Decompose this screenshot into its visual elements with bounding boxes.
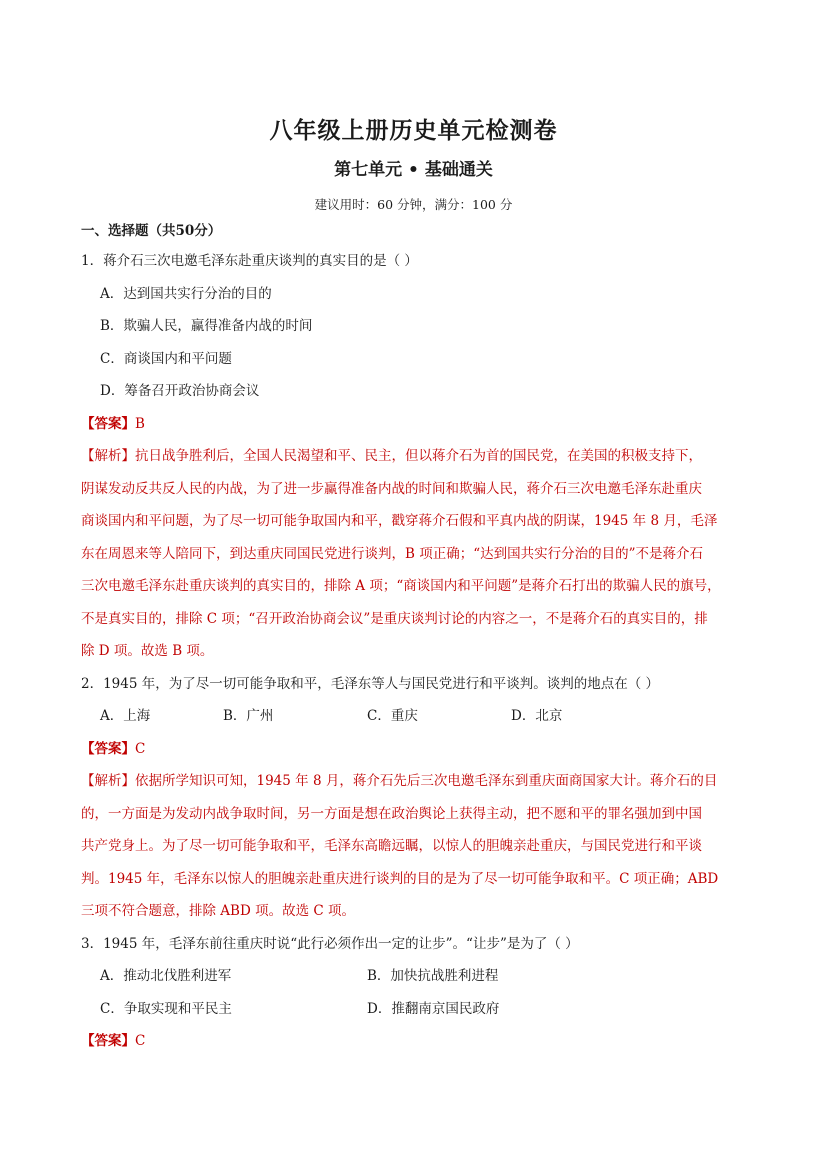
question-1-option-d: D．筹备召开政治协商会议	[100, 383, 260, 399]
question-2-option-d: D．北京	[511, 708, 563, 724]
question-2-stem: 2．1945 年，为了尽一切可能争取和平，毛泽东等人与国民党进行和平谈判。谈判的地点在（ ）	[81, 676, 660, 692]
question-1-option-b: B．欺骗人民，赢得准备内战的时间	[100, 318, 313, 334]
question-3-option-d: D．推翻南京国民政府	[367, 1001, 500, 1017]
question-2-answer	[81, 737, 145, 757]
answer-tag: 【答案】	[81, 1033, 135, 1049]
question-1-analysis-line: 【解析】抗日战争胜利后，全国人民渴望和平、民主，但以蒋介石为首的国民党，在美国的积极支持下，	[81, 448, 702, 464]
question-2-option-c: C．重庆	[367, 708, 418, 724]
answer-tag: 【答案】	[81, 741, 135, 757]
answer-value: B	[135, 416, 145, 432]
answer-value: C	[135, 1033, 146, 1049]
page-subtitle: 第七单元 • 基础通关	[334, 160, 493, 180]
page-title: 八年级上册历史单元检测卷	[269, 117, 558, 144]
question-3-answer	[81, 1029, 145, 1049]
answer-tag: 【答案】	[81, 416, 135, 432]
question-2-option-a: A．上海	[100, 708, 151, 724]
question-3-option-a: A．推动北伐胜利进军	[100, 968, 232, 984]
question-1-analysis-line: 东在周恩来等人陪同下，到达重庆同国民党进行谈判，B 项正确；“达到国共实行分治的目的”不是蒋介石	[81, 546, 704, 562]
exam-meta: 建议用时：60 分钟，满分：100 分	[314, 197, 513, 212]
question-1-answer	[81, 412, 145, 432]
question-1-stem: 1．蒋介石三次电邀毛泽东赴重庆谈判的真实目的是（ ）	[81, 253, 418, 269]
question-2-analysis-line: 三项不符合题意，排除 ABD 项。故选 C 项。	[81, 903, 355, 919]
question-1-analysis-line: 三次电邀毛泽东赴重庆谈判的真实目的，排除 A 项；“商谈国内和平问题”是蒋介石打出的欺骗人民的旗号，	[81, 578, 721, 594]
question-2-analysis-line: 共产党身上。为了尽一切可能争取和平，毛泽东高瞻远瞩，以惊人的胆魄亲赴重庆，与国民党进行和平谈	[81, 838, 702, 854]
question-2-analysis-line: 的，一方面是为发动内战争取时间，另一方面是想在政治舆论上获得主动，把不愿和平的罪名强加到中国	[81, 806, 702, 822]
section-heading: 一、选择题（共50分）	[81, 223, 222, 239]
question-1-analysis-line: 阴谋发动反共反人民的内战，为了进一步赢得准备内战的时间和欺骗人民，蒋介石三次电邀毛泽东赴重庆	[81, 481, 702, 497]
question-3-stem: 3．1945 年，毛泽东前往重庆时说“此行必须作出一定的让步”。“让步”是为了（ ）	[81, 936, 579, 952]
question-3-option-b: B．加快抗战胜利进程	[367, 968, 499, 984]
question-2-analysis-line: 判。1945 年，毛泽东以惊人的胆魄亲赴重庆进行谈判的目的是为了尽一切可能争取和平。C 项正确；ABD	[81, 871, 719, 887]
question-1-analysis-line: 商谈国内和平问题，为了尽一切可能争取国内和平，戳穿蒋介石假和平真内战的阴谋，1945 年 8 月，毛泽	[81, 513, 718, 529]
question-1-analysis-line: 不是真实目的，排除 C 项；“召开政治协商会议”是重庆谈判讨论的内容之一，不是蒋介石的真实目的，排	[81, 611, 708, 627]
answer-value: C	[135, 741, 146, 757]
question-1-option-a: A．达到国共实行分治的目的	[100, 286, 272, 302]
question-3-option-c: C．争取实现和平民主	[100, 1001, 232, 1017]
question-1-option-c: C．商谈国内和平问题	[100, 351, 232, 367]
question-2-analysis-line: 【解析】依据所学知识可知，1945 年 8 月，蒋介石先后三次电邀毛泽东到重庆面商国家大计。蒋介石的目	[81, 773, 718, 789]
question-2-option-b: B．广州	[223, 708, 274, 724]
question-1-analysis-line: 除 D 项。故选 B 项。	[81, 643, 214, 659]
